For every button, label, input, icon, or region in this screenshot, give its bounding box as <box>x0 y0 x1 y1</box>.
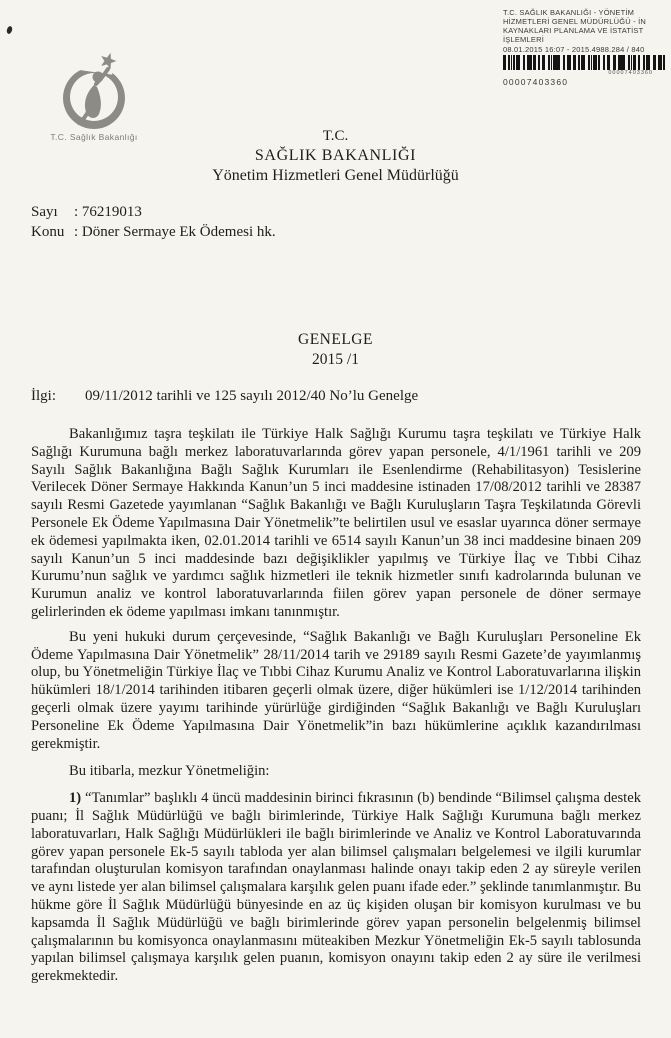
stamp-line: HİZMETLERİ GENEL MÜDÜRLÜĞÜ - İN <box>503 17 647 26</box>
routing-stamp <box>503 8 671 87</box>
reference-text: 09/11/2012 tarihli ve 125 sayılı 2012/40 No’lu Genelge <box>85 388 419 404</box>
item-number: 1) <box>69 790 82 807</box>
body-paragraph: Bu itibarla, mezkur Yönetmeliğin: <box>69 763 270 780</box>
konu-label: Konu <box>31 224 65 240</box>
circular-title: GENELGE <box>298 331 373 348</box>
letterhead-directorate: Yönetim Hizmetleri Genel Müdürlüğü <box>212 167 459 184</box>
ministry-emblem <box>34 50 154 142</box>
sayi-value: : 76219013 <box>74 204 142 220</box>
reference-row <box>31 388 671 405</box>
letterhead-republic: T.C. <box>322 128 349 144</box>
konu-value: : Döner Sermaye Ek Ödemesi hk. <box>74 224 276 240</box>
letterhead-ministry: SAĞLIK BAKANLIĞI <box>254 147 417 164</box>
stamp-line: T.C. SAĞLIK BAKANLIĞI - YÖNETİM <box>503 8 635 17</box>
reference-label: İlgi: <box>31 388 56 404</box>
circular-heading <box>0 330 671 370</box>
circular-number: 2015 /1 <box>312 351 359 368</box>
sayi-row <box>31 202 671 222</box>
konu-row <box>31 222 671 242</box>
body-paragraph: Bu yeni hukuki durum çerçevesinde, “Sağlık Bakanlığı ve Bağlı Kuruluşları Personeline Ek Ödeme Yapılmasına Dair Yönetmelik” 28/11/2014 tarih ve 29189 sayılı Resmi Gazete’de yayımlanmış olup, bu Yönetmeliğin Türkiye İlaç ve Tıbbi Cihaz Kurumu Analiz ve Kontrol Laboratuvarlarına ilişkin hükümleri 18/1/2014 tarihinden itibaren geçerli olmak üzere, diğer hükümleri ise 1/12/2014 tarihinden geçerli olmak üzere yayımı tarihinde yürürlüğe girdiğinden “Sağlık Bakanlığı ve Bağlı Kuruluşları Personeline Ek Ödeme Yapılmasına Dair Yönetmelik”in bazı hükümlerine açıklık kazandırılması gerekmiştir. <box>31 628 641 752</box>
body-paragraph: Bakanlığımız taşra teşkilatı ile Türkiye Halk Sağlığı Kurumu taşra teşkilatı ve Türkiye Halk Sağlığı Kurumuna bağlı merkez laboratuvarlarında görev yapan personele, 4/1/1961 tarihli ve 209 Sayılı Sağlık Bakanlığına Bağlı Sağlık Kurumları ile Esenlendirme (Rehabilitasyon) Tesislerine Verilecek Döner Sermaye Hakkında Kanun’un 5 inci maddesine istinaden 17/08/2012 tarihli ve 28387 sayılı Resmi Gazetede yayımlanan “Sağlık Bakanlığı ve Bağlı Kuruluşların Taşra Teşkilatında Görevli Personele Ek Ödeme Yapılmasına Dair Yönetmelik”te belirtilen usul ve esaslar uyarınca döner sermaye ek ödemesi yapılmakta iken, 02.01.2014 tarihli ve 6514 sayılı Kanun’un 38 inci maddesine binaen 209 sayılı Kanun’un 5 inci maddesinde bazı değişiklikler yapılmış ve Türkiye İlaç ve Tıbbi Cihaz Kurumu’nun sağlık ve yardımcı sağlık hizmetleri ile teknik hizmetler sınıfı kadrolarında bulunan ve Kurumun analiz ve kontrol laboratuvarlarında fiilen görev yapan personele de döner sermaye gelirlerinden ek ödeme yapılması imkanı tanınmıştır. <box>31 426 641 620</box>
barcode-icon <box>503 55 665 70</box>
logo-caption: T.C. Sağlık Bakanlığı <box>50 132 138 142</box>
body-paragraph-item-1 <box>31 790 641 986</box>
stamp-date-reference: 08.01.2015 16:07 - 2015.4988.284 / 840 <box>503 45 645 54</box>
stamp-line: KAYNAKLARI PLANLAMA VE İSTATİST <box>503 26 644 35</box>
crescent-star-figure-icon <box>42 50 146 130</box>
sayi-label: Sayı <box>31 204 58 220</box>
barcode-small-number: 00007403360 <box>608 70 653 76</box>
document-meta <box>31 202 671 242</box>
item-text: “Tanımlar” başlıklı 4 üncü maddesinin birinci fıkrasının (b) bendinde “Bilimsel çalışma destek puanı; İl Sağlık Müdürlüğü ve bağlı birimlerinde, Türkiye Halk Sağlığı Kurumuna bağlı merkez laboratuvarları, Halk Sağlığı Müdürlükleri ile bağlı birimlerinde ve Analiz ve Kontrol Laboratuvarında görev yapan personele Ek-5 sayılı tabloda yer alan bilimsel çalışmaları belgelemesi ve ilgili kurumlar tarafından oluşturulan komisyon tarafından onaylanması halinde onayı takip eden 2 ay süreyle verilen ve aynı listede yer alan bilimsel çalışmalara karşılık gelen puanı ifade eder.” şeklinde tanımlanmıştır. Bu hükme göre İl Sağlık Müdürlüğü bünyesinde en az üç kişiden oluşan bir komisyon kurulması ve bu kapsamda İl Sağlık Müdürlüğü ve bağlı birimlerinde görev yapan personelin belgelenmiş bilimsel çalışmalarının bu komisyonca onaylanmasını müteakiben Mezkur Yönetmeliğin Ek-5 sayılı tablosunda yapılan bilimsel çalışmaya karşılık gelen puanın, komisyon onayını takip eden 2 ay süre ile verilmesi gerekmektedir. <box>31 790 641 985</box>
barcode-number: 00007403360 <box>503 77 569 87</box>
stamp-line: İŞLEMLERİ <box>503 35 544 44</box>
document-body <box>31 426 641 986</box>
